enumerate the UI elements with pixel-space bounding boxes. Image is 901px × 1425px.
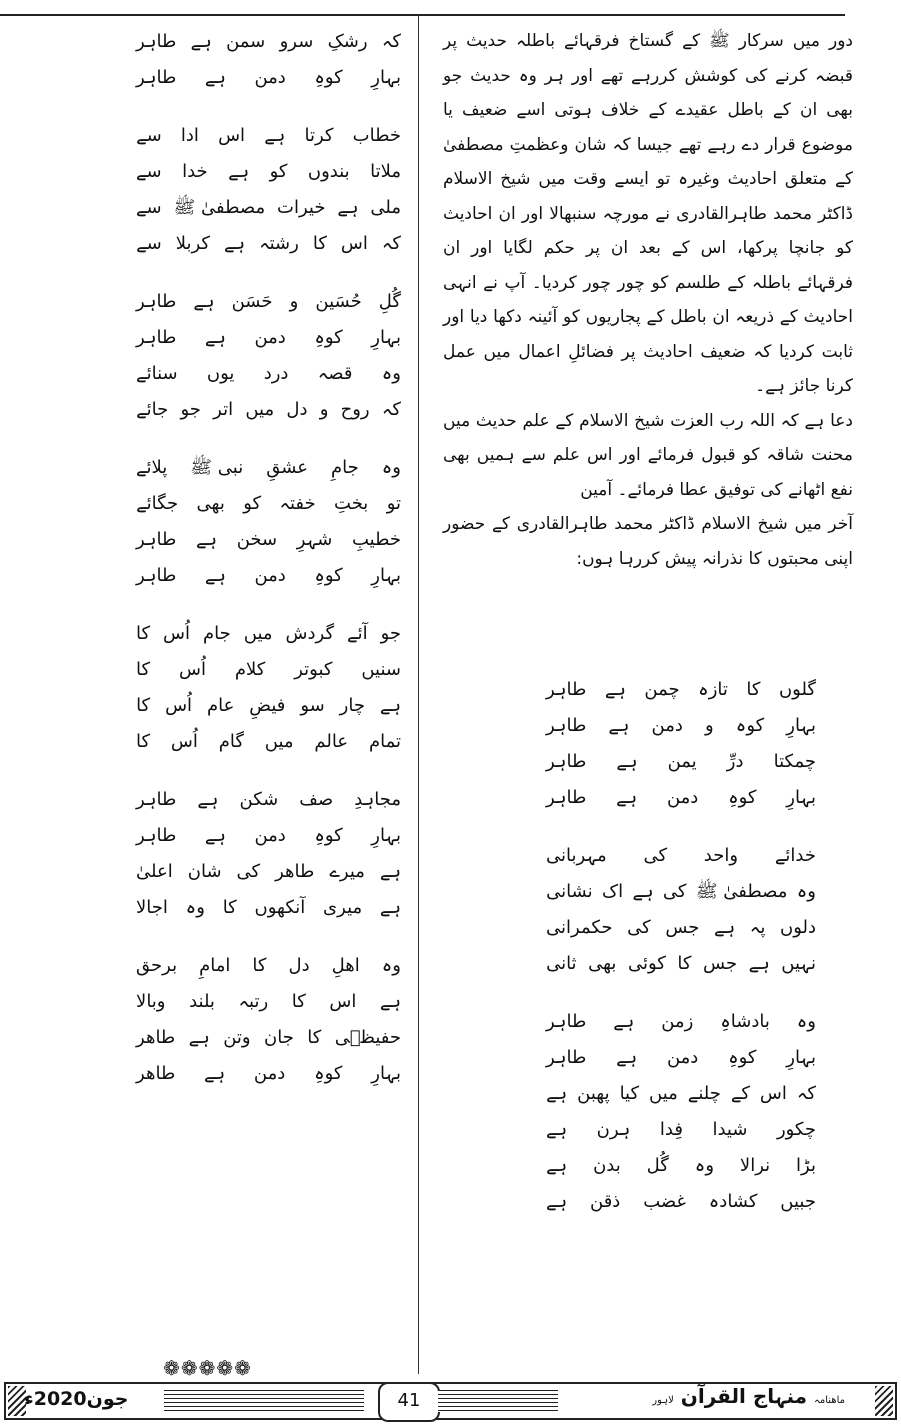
poem-word: عشقِ bbox=[266, 457, 309, 478]
poem-word: اُس bbox=[165, 695, 193, 716]
poem-word: خطیبِ bbox=[352, 529, 401, 550]
poem-word: وہ bbox=[796, 881, 816, 902]
poem-line bbox=[546, 1004, 816, 1040]
poem-word: وہ bbox=[185, 897, 205, 918]
poem-word: گام bbox=[218, 731, 244, 752]
poem-word: طاہر bbox=[136, 31, 177, 52]
poem-line bbox=[136, 320, 401, 356]
poem-word: جو bbox=[180, 399, 201, 420]
footer-corner-ornament bbox=[875, 1386, 893, 1416]
magazine-city: لاہور bbox=[652, 1395, 674, 1406]
poem-word: ہے bbox=[195, 529, 218, 550]
poem-word: اُس bbox=[163, 623, 191, 644]
poem-word: قصہ bbox=[317, 363, 353, 384]
prose-paragraph: دعا ہے کہ اللہ رب العزت شیخ الاسلام کے علم حدیث میں محنت شاقہ کو قبول فرمائے اور اس علم سے ہمیں بھی نفع اٹھانے کی توفیق عطا فرمائے۔ آمین bbox=[443, 410, 853, 500]
poem-line bbox=[136, 226, 401, 262]
poem-word: رتبہ bbox=[238, 991, 269, 1012]
poem-word: چمکتا bbox=[773, 751, 816, 772]
poem-line bbox=[136, 558, 401, 594]
poem-word: مصطفیٰ ﷺ bbox=[695, 881, 788, 902]
poem-word: ہے bbox=[204, 825, 226, 846]
poem-word: ہے bbox=[748, 953, 770, 974]
poem-word: ہے bbox=[608, 715, 630, 736]
poem-word: کا bbox=[746, 679, 761, 700]
poem-word: بلند bbox=[189, 991, 215, 1012]
poem-word: کوہِ bbox=[314, 565, 343, 586]
poem-word: اس bbox=[218, 125, 246, 146]
poem-word: وہ bbox=[796, 1011, 816, 1032]
poem-word: بہارِ bbox=[371, 825, 401, 846]
poem-word: ہے bbox=[546, 1083, 568, 1104]
poem-word: جس bbox=[703, 953, 738, 974]
poem-word: کا bbox=[291, 991, 306, 1012]
poem-word: میں bbox=[649, 1083, 678, 1104]
poem-word: کلام bbox=[234, 659, 266, 680]
poem-word: ہے bbox=[546, 1191, 568, 1212]
poem-word: ہے bbox=[204, 67, 226, 88]
poem-word: کی bbox=[236, 861, 261, 882]
poem-word: کی bbox=[643, 845, 668, 866]
poem-word: ہے bbox=[204, 1063, 226, 1084]
poem-word: بہارِ bbox=[371, 327, 401, 348]
poem-word: اھلِ bbox=[331, 955, 360, 976]
poem-word: ہے bbox=[204, 327, 226, 348]
poem-word: کوہِ bbox=[728, 1047, 757, 1068]
poem-word: سو bbox=[300, 695, 325, 716]
poem-word: چکور bbox=[776, 1119, 816, 1140]
footer-hatch bbox=[164, 1390, 364, 1412]
poem-word: میں bbox=[243, 623, 273, 644]
prose-paragraph: آخر میں شیخ الاسلام ڈاکٹر محمد طاہرالقادری کے حضور اپنی محبتوں کا نذرانہ پیش کررہا ہوں: bbox=[443, 514, 853, 569]
poem-word: ہے bbox=[379, 991, 401, 1012]
poem-line bbox=[136, 818, 401, 854]
poem-word: سے bbox=[136, 125, 162, 146]
poem-word: عالم bbox=[314, 731, 349, 752]
poem-word: طاہر bbox=[136, 789, 177, 810]
poem-word: کہ bbox=[796, 1083, 816, 1104]
poem-word: جو bbox=[380, 623, 401, 644]
poem-line bbox=[136, 652, 401, 688]
poem-word: کرتا bbox=[304, 125, 334, 146]
poem-word: پلائے bbox=[136, 457, 168, 478]
poem-word: ہے bbox=[379, 897, 401, 918]
poem-stanza bbox=[136, 450, 401, 594]
poem-word: دمن bbox=[254, 825, 286, 846]
poem-word: اس bbox=[329, 991, 357, 1012]
poem-word: رشکِ bbox=[327, 31, 368, 52]
poem-word: طاہر bbox=[546, 715, 587, 736]
poem-line bbox=[546, 744, 816, 780]
poem-word: یوں bbox=[206, 363, 235, 384]
poem-word: فِدا bbox=[659, 1119, 683, 1140]
poem-word: سمن bbox=[226, 31, 266, 52]
poem-word: طاہر bbox=[136, 327, 177, 348]
poem-word: میرے bbox=[329, 861, 365, 882]
poem-word: کوئی bbox=[627, 953, 666, 974]
poem-word: گردش bbox=[285, 623, 335, 644]
poem-word: کبوتر bbox=[294, 659, 333, 680]
poem-word: آنکھوں bbox=[254, 897, 306, 918]
poem-word: کی bbox=[627, 917, 651, 938]
poem-word: نہیں bbox=[781, 953, 816, 974]
poem-line bbox=[136, 24, 401, 60]
poem-word: جبیں bbox=[780, 1191, 816, 1212]
poem-word: کا bbox=[136, 623, 151, 644]
poem-word: کوہِ bbox=[314, 67, 343, 88]
top-rule bbox=[0, 14, 845, 16]
page-footer bbox=[4, 1382, 897, 1420]
poem-word: اُس bbox=[178, 659, 206, 680]
poem-word: کی bbox=[662, 881, 687, 902]
poem-stanza bbox=[136, 782, 401, 926]
poem-stanza bbox=[136, 24, 401, 96]
poem-word: یمن bbox=[667, 751, 697, 772]
poem-word: کشادہ bbox=[708, 1191, 758, 1212]
poem-stanza bbox=[136, 118, 401, 262]
poem-word: امامِ bbox=[199, 955, 231, 976]
prose-paragraph: دور میں سرکار ﷺ کے گستاخ فرقہائے باطلہ حدیث پر قبضہ کرنے کی کوشش کررہے تھے اور ہر وہ حدیث جو بھی ان کے باطل عقیدے کے خلاف ہوتی اسے ضعیف یا موضوع قرار دے رہے تھے جیسا کہ شان وعظمتِ مصطفیٰ کے متعلق احادیث وغیرہ تو ایسے وقت میں شیخ الاسلام ڈاکٹر محمد طاہرالقادری نے مورچہ سنبھالا اور ان احادیث کو جانچا پرکھا، اس کے بعد ان پر حکم لگایا اور ان فرقہائے باطلہ کے طلسم کو چور چور کردیا۔ آپ نے انہی احادیث کے ذریعہ ان باطل کے پجاریوں کو آئینہ دکھا دیا اور ثابت کردیا کہ ضعیف احادیث پر فضائلِ اعمال میں عمل کرنا جائز ہے۔ bbox=[443, 31, 853, 396]
poem-word: خدا bbox=[182, 161, 208, 182]
poem-word: صف bbox=[299, 789, 334, 810]
poem-line bbox=[546, 1040, 816, 1076]
poem-word: دمن bbox=[666, 1047, 699, 1068]
poem-word: تمام bbox=[368, 731, 401, 752]
poem-word: بہارِ bbox=[371, 565, 401, 586]
poem-line bbox=[546, 1112, 816, 1148]
poem-word: سنیں bbox=[361, 659, 401, 680]
poem-word: دمن bbox=[651, 715, 683, 736]
poem-line bbox=[546, 874, 816, 910]
poem-word: اس bbox=[759, 1083, 787, 1104]
poem-word: طاہر bbox=[546, 1011, 587, 1032]
poem-word: میں bbox=[245, 399, 275, 420]
poem-line bbox=[136, 450, 401, 486]
poem-line bbox=[136, 948, 401, 984]
poem-word: کوہِ bbox=[314, 825, 343, 846]
poem-word: بادشاہِ bbox=[720, 1011, 770, 1032]
poem-word: طاہر bbox=[546, 679, 587, 700]
poem-word: دمن bbox=[254, 327, 286, 348]
poem-line bbox=[546, 672, 816, 708]
poem-word: میری bbox=[323, 897, 363, 918]
poem-word: بختِ bbox=[334, 493, 369, 514]
poem-word: سے bbox=[136, 233, 162, 254]
page-number: 41 bbox=[378, 1382, 440, 1422]
poem-word: جان bbox=[264, 1027, 294, 1048]
poem-word: سخن bbox=[236, 529, 278, 550]
poem-line bbox=[136, 154, 401, 190]
poem-line bbox=[546, 946, 816, 982]
poem-word: گُل bbox=[646, 1155, 669, 1176]
poem-word: برحق bbox=[136, 955, 178, 976]
poem-word: شان bbox=[187, 861, 222, 882]
poem-word: کوہِ bbox=[728, 787, 757, 808]
poem-word: خدائے bbox=[774, 845, 816, 866]
poem-line bbox=[546, 780, 816, 816]
poem-line bbox=[136, 890, 401, 926]
poem-word: گلوں bbox=[778, 679, 816, 700]
poem-stanza bbox=[136, 948, 401, 1092]
poem-word: اجالا bbox=[136, 897, 168, 918]
poem-word: چلنے bbox=[687, 1083, 721, 1104]
poem-word: درِّ bbox=[726, 751, 744, 772]
poem-word: ہے bbox=[264, 125, 286, 146]
poem-word: نشانی bbox=[546, 881, 593, 902]
poem-line bbox=[136, 190, 401, 226]
poem-word: ہے bbox=[632, 881, 654, 902]
poem-word: چمن bbox=[644, 679, 680, 700]
magazine-name: منہاج القرآن bbox=[680, 1384, 808, 1408]
poem-word: ہے bbox=[228, 161, 250, 182]
poem-word: واحد bbox=[703, 845, 739, 866]
poem-word: طاہر bbox=[136, 825, 177, 846]
poem-word: مجاہدِ bbox=[354, 789, 401, 810]
poem-word: طاہر bbox=[136, 67, 177, 88]
poem-word: بندوں bbox=[307, 161, 350, 182]
poem-word: رشتہ bbox=[259, 233, 299, 254]
ornament-divider: ❁❁❁❁❁ bbox=[163, 1356, 252, 1380]
poem-stanza bbox=[546, 838, 816, 982]
poem-right-column bbox=[546, 672, 816, 1220]
poem-word: مہربانی bbox=[546, 845, 607, 866]
poem-word: اس bbox=[340, 233, 368, 254]
poem-word: ملاتا bbox=[370, 161, 401, 182]
poem-word: عام bbox=[206, 695, 235, 716]
poem-word: پھبن bbox=[577, 1083, 610, 1104]
poem-word: طاہر bbox=[546, 787, 587, 808]
poem-word: کہ bbox=[381, 233, 401, 254]
poem-line bbox=[136, 984, 401, 1020]
poem-word: بھی bbox=[588, 953, 617, 974]
magazine-prefix: ماهنامہ bbox=[814, 1395, 845, 1406]
poem-word: وبالا bbox=[136, 991, 166, 1012]
poem-word: کہ bbox=[381, 399, 401, 420]
poem-word: ہے bbox=[616, 751, 638, 772]
poem-word: خطاب bbox=[352, 125, 401, 146]
poem-word: وہ bbox=[381, 363, 401, 384]
poem-word: تو bbox=[386, 493, 401, 514]
poem-word: ہے bbox=[546, 1119, 568, 1140]
poem-word: دمن bbox=[254, 565, 286, 586]
poem-stanza bbox=[546, 672, 816, 816]
poem-line bbox=[136, 60, 401, 96]
poem-word: غضب bbox=[643, 1191, 686, 1212]
poem-word: درد bbox=[263, 363, 289, 384]
poem-word: جائے bbox=[136, 399, 169, 420]
poem-word: روح bbox=[340, 399, 370, 420]
poem-word: بہارِ bbox=[371, 1063, 401, 1084]
poem-word: شکن bbox=[239, 789, 279, 810]
poem-word: ہرن bbox=[596, 1119, 631, 1140]
poem-word: مصطفیٰ ﷺ bbox=[173, 197, 266, 218]
poem-word: نرالا bbox=[739, 1155, 771, 1176]
poem-word: دمن bbox=[254, 67, 286, 88]
poem-word: طاھر bbox=[136, 1027, 176, 1048]
poem-line bbox=[136, 284, 401, 320]
poem-word: ملی bbox=[370, 197, 401, 218]
poem-word: بہارِ bbox=[371, 67, 401, 88]
poem-line bbox=[546, 838, 816, 874]
poem-word: ہے bbox=[604, 679, 626, 700]
poem-word: جس bbox=[665, 917, 700, 938]
poem-line bbox=[136, 782, 401, 818]
poem-word: بہارِ bbox=[786, 1047, 816, 1068]
poem-word: میں bbox=[264, 731, 294, 752]
poem-word: و bbox=[319, 399, 329, 420]
poem-word: جگائے bbox=[136, 493, 179, 514]
poem-word: کا bbox=[252, 955, 267, 976]
poem-word: دل bbox=[286, 399, 308, 420]
poem-word: کا bbox=[677, 953, 692, 974]
poem-word: حَسَن bbox=[231, 291, 273, 312]
poem-stanza bbox=[136, 284, 401, 428]
poem-word: ہے bbox=[337, 197, 359, 218]
poem-word: کا bbox=[136, 659, 151, 680]
poem-word: ہے bbox=[379, 861, 401, 882]
poem-word: وہ bbox=[381, 457, 401, 478]
poem-word: خیرات bbox=[277, 197, 326, 218]
poem-word: حُسَین bbox=[315, 291, 362, 312]
poem-word: کوہِ bbox=[314, 327, 343, 348]
poem-word: سنائے bbox=[136, 363, 178, 384]
footer-hatch bbox=[438, 1390, 558, 1412]
poem-word: گُلِ bbox=[378, 291, 401, 312]
poem-word: کو bbox=[269, 161, 288, 182]
poem-word: ہے bbox=[379, 695, 401, 716]
poem-word: حفیظؔی bbox=[334, 1027, 401, 1048]
poem-word: طاھر bbox=[136, 1063, 176, 1084]
poem-word: پہ bbox=[749, 917, 766, 938]
poem-word: ہے bbox=[197, 789, 219, 810]
poem-word: سے bbox=[136, 161, 162, 182]
poem-word: طاہر bbox=[546, 751, 587, 772]
poem-word: بہارِ bbox=[786, 715, 816, 736]
poem-word: و bbox=[289, 291, 299, 312]
poem-word: ہے bbox=[616, 1047, 638, 1068]
poem-word: ہے bbox=[546, 1155, 568, 1176]
poem-line bbox=[546, 910, 816, 946]
issue-date: جون2020ء bbox=[24, 1388, 129, 1410]
poem-line bbox=[136, 486, 401, 522]
poem-word: جامِ bbox=[331, 457, 359, 478]
poem-word: وہ bbox=[381, 955, 401, 976]
poem-word: بدن bbox=[593, 1155, 621, 1176]
poem-word: کو bbox=[243, 493, 262, 514]
poem-word: طاہر bbox=[546, 1047, 587, 1068]
poem-word: اُس bbox=[170, 731, 198, 752]
poem-word: بہارِ bbox=[786, 787, 816, 808]
poem-line bbox=[136, 356, 401, 392]
poem-word: خفتہ bbox=[279, 493, 316, 514]
poem-word: کیا bbox=[619, 1083, 640, 1104]
poem-word: سے bbox=[136, 197, 162, 218]
poem-word: کوہ bbox=[735, 715, 765, 736]
poem-line bbox=[546, 1076, 816, 1112]
poem-line bbox=[546, 1184, 816, 1220]
poem-word: کا bbox=[136, 695, 151, 716]
poem-stanza bbox=[546, 1004, 816, 1220]
poem-word: ثانی bbox=[546, 953, 577, 974]
poem-word: دلوں bbox=[779, 917, 816, 938]
poem-word: کربلا bbox=[175, 233, 210, 254]
poem-word: ذقن bbox=[590, 1191, 621, 1212]
poem-word: اعلیٰ bbox=[136, 861, 173, 882]
poem-line bbox=[136, 616, 401, 652]
poem-word: وتن bbox=[223, 1027, 251, 1048]
article-prose bbox=[443, 24, 853, 576]
poem-word: کے bbox=[730, 1083, 750, 1104]
poem-word: طاھر bbox=[275, 861, 315, 882]
poem-line bbox=[546, 708, 816, 744]
poem-word: کا bbox=[312, 233, 327, 254]
poem-stanza bbox=[136, 616, 401, 760]
poem-word: طاہر bbox=[136, 565, 177, 586]
poem-word: چار bbox=[339, 695, 365, 716]
poem-word: شہرِ bbox=[296, 529, 333, 550]
poem-word: فیضِ bbox=[249, 695, 286, 716]
poem-line bbox=[136, 724, 401, 760]
poem-word: ہے bbox=[613, 1011, 635, 1032]
poem-word: شیدا bbox=[712, 1119, 748, 1140]
poem-line bbox=[136, 688, 401, 724]
poem-line bbox=[136, 522, 401, 558]
poem-word: وہ bbox=[694, 1155, 715, 1176]
poem-word: کا bbox=[307, 1027, 322, 1048]
poem-line bbox=[136, 1020, 401, 1056]
poem-line bbox=[546, 1148, 816, 1184]
poem-word: ہے bbox=[193, 291, 215, 312]
poem-word: دمن bbox=[253, 1063, 286, 1084]
poem-word: ہے bbox=[204, 565, 226, 586]
poem-word: دل bbox=[288, 955, 310, 976]
poem-word: ہے bbox=[223, 233, 246, 254]
poem-word: ادا bbox=[180, 125, 199, 146]
poem-line bbox=[136, 854, 401, 890]
poem-word: کا bbox=[222, 897, 237, 918]
poem-word: طاہر bbox=[136, 291, 177, 312]
poem-word: طاہر bbox=[136, 529, 177, 550]
poem-word: تازہ bbox=[698, 679, 728, 700]
poem-word: اتر bbox=[213, 399, 234, 420]
poem-line bbox=[136, 118, 401, 154]
poem-word: ہے bbox=[190, 31, 212, 52]
poem-word: ہے bbox=[188, 1027, 210, 1048]
column-divider bbox=[418, 14, 419, 1374]
poem-word: بھی bbox=[196, 493, 225, 514]
poem-word: اک bbox=[601, 881, 624, 902]
poem-word: حکمرانی bbox=[546, 917, 613, 938]
poem-word: جام bbox=[203, 623, 231, 644]
magazine-masthead bbox=[652, 1384, 845, 1408]
poem-word: کا bbox=[136, 731, 151, 752]
poem-word: سرو bbox=[279, 31, 314, 52]
poem-word: زمن bbox=[661, 1011, 694, 1032]
poem-left-column bbox=[136, 24, 401, 1092]
poem-word: بڑا bbox=[796, 1155, 816, 1176]
poem-word: ہے bbox=[714, 917, 736, 938]
poem-word: دمن bbox=[666, 787, 699, 808]
poem-word: نبی ﷺ bbox=[190, 457, 244, 478]
poem-word: و bbox=[704, 715, 714, 736]
poem-word: کہ bbox=[381, 31, 401, 52]
poem-line bbox=[136, 1056, 401, 1092]
poem-word: آئے bbox=[347, 623, 368, 644]
poem-word: کوہِ bbox=[314, 1063, 343, 1084]
poem-word: ہے bbox=[616, 787, 638, 808]
poem-line bbox=[136, 392, 401, 428]
